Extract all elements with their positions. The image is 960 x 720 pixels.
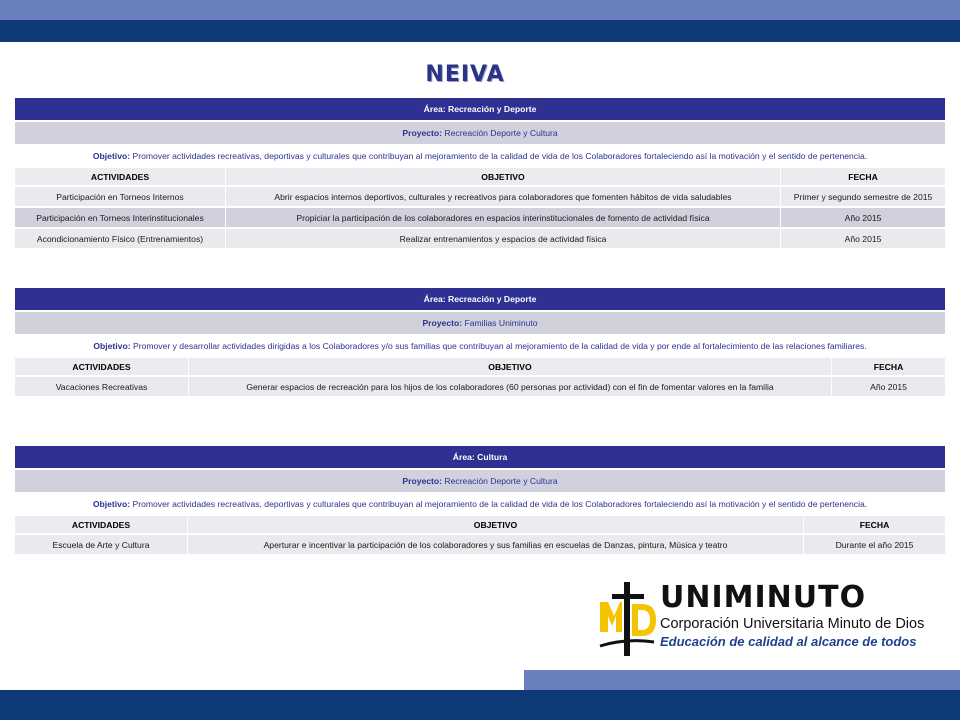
page-title: NEIVA bbox=[425, 62, 505, 87]
uniminuto-logo bbox=[598, 580, 928, 660]
col-header-actividades: ACTIVIDADES bbox=[15, 516, 187, 533]
logo-name: UNIMINUTO bbox=[660, 580, 867, 615]
project-row bbox=[15, 470, 945, 492]
project-value: Recreación Deporte y Cultura bbox=[444, 128, 558, 138]
area-title: Área: Recreación y Deporte bbox=[15, 288, 945, 310]
col-header-objetivo: OBJETIVO bbox=[225, 168, 780, 185]
cell-objetivo: Aperturar e incentivar la participación de los colaboradores y sus familias en escuelas de Danzas, pintura, Música y teatro bbox=[187, 535, 803, 554]
cell-objetivo: Propiciar la participación de los colaboradores en espacios interinstitucionales de fomento de actividad física bbox=[225, 208, 780, 227]
objective-row bbox=[15, 336, 945, 356]
objective-label: Objetivo: bbox=[92, 499, 131, 509]
activity-table-1 bbox=[15, 96, 945, 250]
md-emblem-icon bbox=[598, 580, 658, 660]
logo-tagline: Educación de calidad al alcance de todos bbox=[660, 634, 917, 649]
project-value: Recreación Deporte y Cultura bbox=[444, 476, 558, 486]
activity-table-2 bbox=[15, 286, 945, 398]
objective-value: Promover y desarrollar actividades dirigidas a los Colaboradores y/o sus familias que contribuyan al mejoramiento de la calidad de vida y por ende al fortalecimiento de las relaciones familiares. bbox=[132, 341, 867, 351]
project-value: Familias Uniminuto bbox=[464, 318, 538, 328]
cell-objetivo: Abrir espacios internos deportivos, culturales y recreativos para colaboradores que fomenten hábitos de vida saludables bbox=[225, 187, 780, 206]
bottom-band-dark bbox=[0, 690, 960, 720]
table-row bbox=[15, 535, 945, 554]
table-row bbox=[15, 377, 945, 396]
project-label: Proyecto: bbox=[422, 318, 463, 328]
col-header-actividades: ACTIVIDADES bbox=[15, 358, 188, 375]
cell-objetivo: Realizar entrenamientos y espacios de actividad física bbox=[225, 229, 780, 248]
cell-fecha: Año 2015 bbox=[780, 208, 945, 227]
top-band-light bbox=[0, 0, 960, 20]
project-label: Proyecto: bbox=[402, 128, 443, 138]
activity-table-3 bbox=[15, 444, 945, 556]
col-header-objetivo: OBJETIVO bbox=[188, 358, 831, 375]
top-band-dark bbox=[0, 20, 960, 42]
cell-fecha: Durante el año 2015 bbox=[803, 535, 945, 554]
area-title: Área: Cultura bbox=[15, 446, 945, 468]
objective-label: Objetivo: bbox=[92, 151, 131, 161]
col-header-fecha: FECHA bbox=[831, 358, 945, 375]
col-header-fecha: FECHA bbox=[803, 516, 945, 533]
objective-value: Promover actividades recreativas, deportivas y culturales que contribuyan al mejoramiento de la calidad de vida de los Colaboradores fortaleciendo así la motivación y el sentido de pertenencia. bbox=[132, 499, 868, 509]
project-row bbox=[15, 122, 945, 144]
table-row bbox=[15, 187, 945, 206]
table-row bbox=[15, 229, 945, 248]
objective-row bbox=[15, 146, 945, 166]
project-row bbox=[15, 312, 945, 334]
cell-actividad: Participación en Torneos Internos bbox=[15, 187, 225, 206]
cell-actividad: Acondicionamiento Físico (Entrenamientos) bbox=[15, 229, 225, 248]
cell-actividad: Vacaciones Recreativas bbox=[15, 377, 188, 396]
objective-label: Objetivo: bbox=[93, 341, 131, 351]
logo-subtitle: Corporación Universitaria Minuto de Dios bbox=[660, 616, 925, 632]
objective-value: Promover actividades recreativas, deportivas y culturales que contribuyan al mejoramiento de la calidad de vida de los Colaboradores fortaleciendo así la motivación y el sentido de pertenencia. bbox=[132, 151, 868, 161]
project-label: Proyecto: bbox=[402, 476, 443, 486]
objective-row bbox=[15, 494, 945, 514]
cell-fecha: Año 2015 bbox=[831, 377, 945, 396]
col-header-fecha: FECHA bbox=[780, 168, 945, 185]
table-row bbox=[15, 208, 945, 227]
cell-fecha: Año 2015 bbox=[780, 229, 945, 248]
col-header-objetivo: OBJETIVO bbox=[187, 516, 803, 533]
cell-fecha: Primer y segundo semestre de 2015 bbox=[780, 187, 945, 206]
bottom-band-light bbox=[524, 670, 960, 690]
area-title: Área: Recreación y Deporte bbox=[15, 98, 945, 120]
cell-actividad: Participación en Torneos Interinstitucionales bbox=[15, 208, 225, 227]
cell-objetivo: Generar espacios de recreación para los hijos de los colaboradores (60 personas por actividad) con el fin de fomentar valores en la familia bbox=[188, 377, 831, 396]
col-header-actividades: ACTIVIDADES bbox=[15, 168, 225, 185]
cell-actividad: Escuela de Arte y Cultura bbox=[15, 535, 187, 554]
